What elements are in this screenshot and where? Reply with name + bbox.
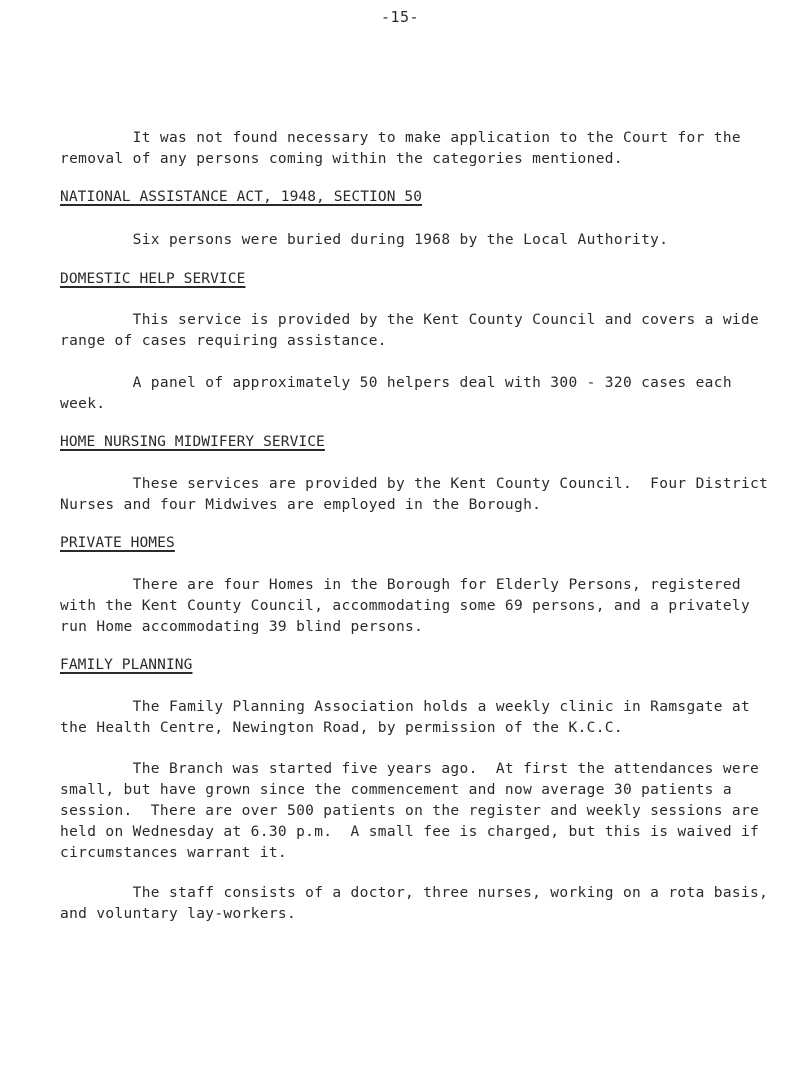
section-heading-home-nursing: HOME NURSING MIDWIFERY SERVICE bbox=[60, 434, 325, 450]
section-paragraph: The staff consists of a doctor, three nurses, working on a rota basis, and voluntary lay-workers. bbox=[60, 885, 778, 922]
section-paragraph: Six persons were buried during 1968 by the Local Authority. bbox=[60, 232, 669, 248]
intro-paragraph: It was not found necessary to make application to the Court for the removal of any persons coming within the categories mentioned. bbox=[60, 130, 751, 167]
section-paragraph: This service is provided by the Kent County Council and covers a wide range of cases requiring assistance. bbox=[60, 312, 769, 349]
section-paragraph: There are four Homes in the Borough for Elderly Persons, registered with the Kent County Council, accommodating some 69 persons, and a privately run Home accommodating 39 blind persons. bbox=[60, 577, 760, 635]
section-heading-national-assistance: NATIONAL ASSISTANCE ACT, 1948, SECTION 50 bbox=[60, 189, 423, 205]
section-heading-domestic-help: DOMESTIC HELP SERVICE bbox=[60, 271, 246, 287]
page-number: -15- bbox=[380, 8, 420, 26]
section-heading-family-planning: FAMILY PLANNING bbox=[60, 657, 193, 673]
section-paragraph: The Branch was started five years ago. At first the attendances were small, but have grown since the commencement and now average 30 patients a session. There are over 500 patients on the register and weekly sessions are held on Wednesday at 6.30 p.m. A small fee is charged, but this is waived if circumstances warrant it. bbox=[60, 761, 769, 861]
section-paragraph: These services are provided by the Kent County Council. Four District Nurses and four Midwives are employed in the Borough. bbox=[60, 476, 778, 513]
section-paragraph: The Family Planning Association holds a weekly clinic in Ramsgate at the Health Centre, Newington Road, by permission of the K.C.C. bbox=[60, 699, 760, 736]
section-paragraph: A panel of approximately 50 helpers deal with 300 - 320 cases each week. bbox=[60, 375, 741, 412]
section-heading-private-homes: PRIVATE HOMES bbox=[60, 535, 175, 551]
